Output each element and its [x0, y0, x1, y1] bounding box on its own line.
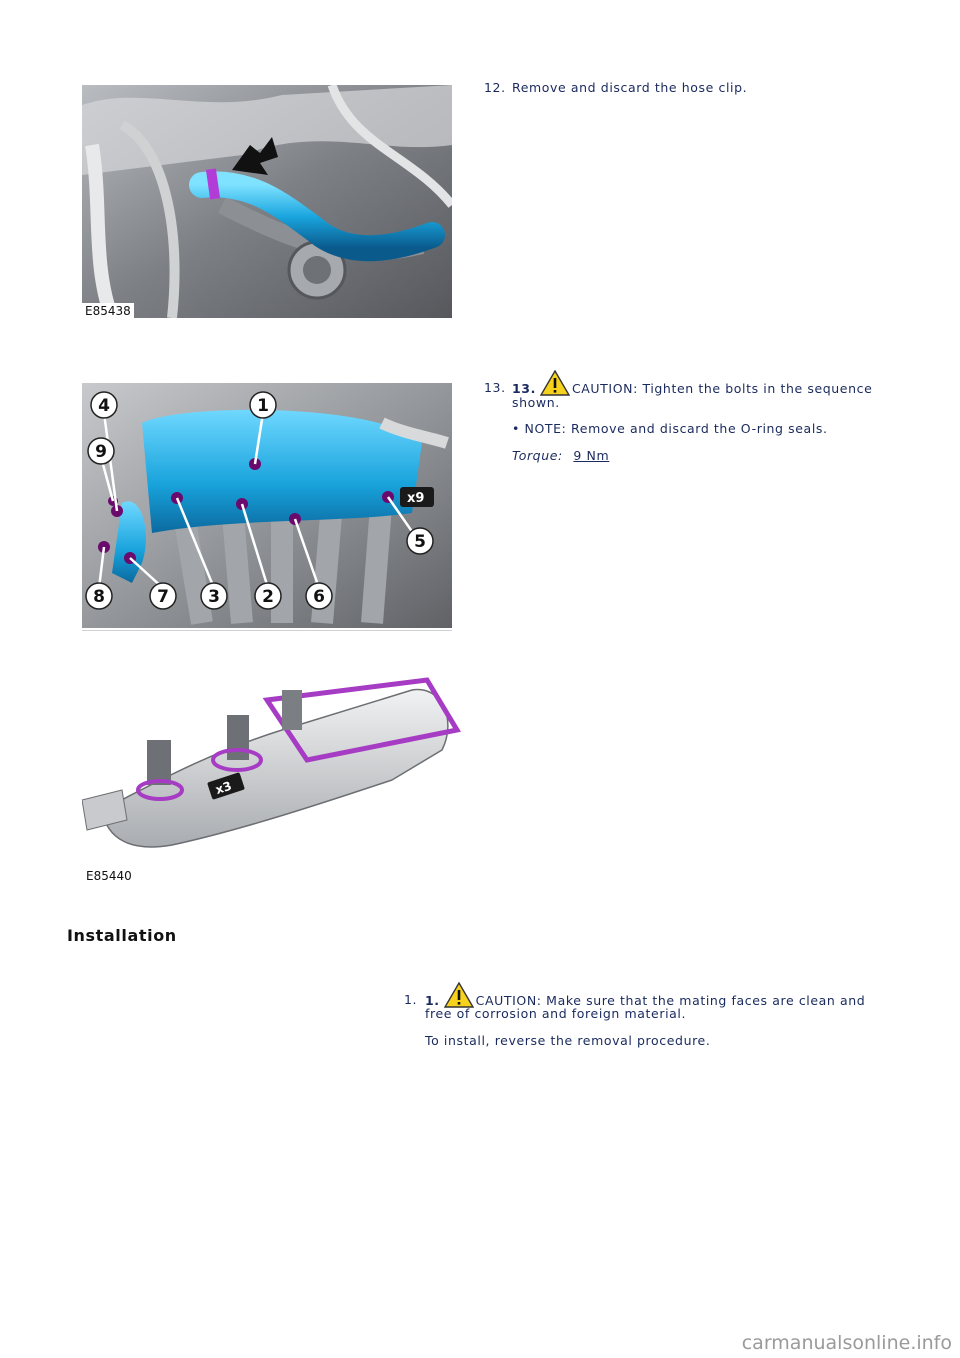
step-caution	[425, 982, 885, 1008]
caution-text: CAUTION: Tighten the bolts in the sequence	[571, 381, 873, 396]
multiplier-label: x3	[213, 778, 234, 798]
figure-hose-clip	[82, 85, 452, 318]
step-link[interactable]: 1.	[425, 993, 440, 1008]
callout-number: 7	[157, 587, 169, 607]
multiplier-label: x9	[407, 491, 425, 506]
callout-number: 3	[208, 587, 220, 607]
torque-label: Torque:	[512, 448, 563, 463]
callout-number: 5	[414, 532, 426, 552]
callout-number: 9	[95, 442, 107, 462]
callout-number: 4	[98, 396, 110, 416]
engine-hose-illustration	[82, 85, 452, 318]
note-text: • NOTE: Remove and discard the O-ring seals.	[512, 421, 828, 436]
callout-number: 6	[313, 587, 325, 607]
figure-o-ring-seals	[82, 660, 462, 890]
torque-spec	[512, 448, 609, 463]
callout-number: 1	[257, 396, 269, 416]
caution-text-continued: shown.	[512, 395, 560, 410]
torque-value[interactable]: 9 Nm	[573, 448, 610, 463]
warning-icon	[540, 370, 570, 396]
caution-text: CAUTION: Make sure that the mating faces are clean and	[475, 993, 866, 1008]
figure-code: E85438	[85, 304, 131, 318]
step-number: 13.	[484, 380, 506, 395]
step-text: Remove and discard the hose clip.	[512, 80, 748, 95]
warning-icon	[444, 982, 474, 1008]
callout-number: 2	[262, 587, 274, 607]
callout-number: 8	[93, 587, 105, 607]
figure-bolt-sequence	[82, 383, 452, 628]
step-caution	[512, 370, 892, 396]
step-number: 12.	[484, 80, 506, 95]
figure-code: E85440	[86, 869, 132, 883]
caution-text-continued: free of corrosion and foreign material.	[425, 1006, 687, 1021]
figure-divider	[82, 630, 452, 631]
site-watermark: carmanualsonline.info	[741, 1332, 952, 1354]
step-link[interactable]: 13.	[512, 381, 536, 396]
manifold-bolt-sequence-illustration	[82, 383, 452, 628]
step-number: 1.	[404, 992, 418, 1007]
section-heading: Installation	[67, 926, 177, 945]
manifold-seals-illustration	[82, 660, 462, 890]
step-text: To install, reverse the removal procedure.	[425, 1033, 711, 1048]
